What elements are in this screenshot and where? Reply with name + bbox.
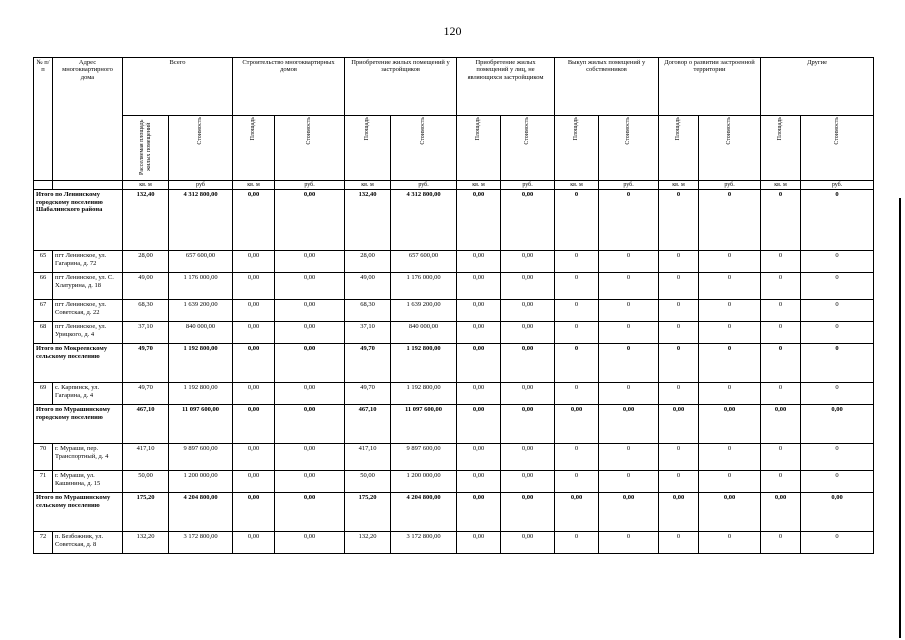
area-cell: 28,00 [123, 251, 169, 273]
area-cell: 0,00 [457, 383, 501, 405]
address-cell: пгт Ленинское, ул. Гагарина, д. 72 [53, 251, 123, 273]
cost-cell: 0 [599, 444, 659, 471]
area-cell: 0,00 [457, 532, 501, 554]
cost-cell: 9 897 600,00 [391, 444, 457, 471]
row-number: 72 [34, 532, 53, 554]
area-cell: 0,00 [233, 322, 275, 344]
area-cell: 0 [761, 190, 801, 251]
area-cell: 0 [761, 273, 801, 300]
cost-cell: 657 600,00 [391, 251, 457, 273]
table-row [34, 273, 874, 300]
area-cell: 0 [761, 471, 801, 493]
area-cell: 0,00 [555, 493, 599, 532]
area-cell: 132,20 [123, 532, 169, 554]
area-cell: 0 [659, 300, 699, 322]
area-cell: 132,40 [123, 190, 169, 251]
header-sub-row [34, 116, 874, 181]
cost-cell: 840 000,00 [391, 322, 457, 344]
cost-cell: 0,00 [275, 383, 345, 405]
cost-cell: 0,00 [501, 300, 555, 322]
unit-label: кв. м [659, 181, 699, 190]
cost-cell: 11 097 600,00 [391, 405, 457, 444]
cost-cell: 0 [801, 344, 874, 383]
page-edge-rule [899, 198, 901, 638]
area-cell: 0 [659, 344, 699, 383]
table-row [34, 322, 874, 344]
area-cell: 0,00 [233, 300, 275, 322]
area-cell: 467,10 [345, 405, 391, 444]
row-number: 71 [34, 471, 53, 493]
table-body [34, 190, 874, 554]
cost-cell: 1 192 800,00 [391, 383, 457, 405]
area-cell: 417,10 [345, 444, 391, 471]
cost-cell: 3 172 800,00 [169, 532, 233, 554]
cost-cell: 0 [599, 273, 659, 300]
area-cell: 175,20 [123, 493, 169, 532]
area-cell: 0,00 [761, 493, 801, 532]
area-cell: 0 [659, 251, 699, 273]
header-sub: Стоимость [699, 116, 761, 181]
header-units-row [34, 181, 874, 190]
cost-cell: 657 600,00 [169, 251, 233, 273]
table-row [34, 251, 874, 273]
cost-cell: 0 [699, 190, 761, 251]
table-row [34, 300, 874, 322]
cost-cell: 0 [801, 471, 874, 493]
header-sub: Стоимость [169, 116, 233, 181]
unit-label: руб. [275, 181, 345, 190]
cost-cell: 0 [599, 532, 659, 554]
unit-label: руб. [699, 181, 761, 190]
area-cell: 0,00 [457, 322, 501, 344]
summary-label: Итого по Мокреевскому сельскому поселению [34, 344, 123, 383]
address-cell: пгт Ленинское, ул. Советская, д. 22 [53, 300, 123, 322]
area-cell: 0 [555, 444, 599, 471]
cost-cell: 0,00 [501, 251, 555, 273]
area-cell: 0 [659, 471, 699, 493]
area-cell: 49,70 [345, 344, 391, 383]
row-number: 67 [34, 300, 53, 322]
cost-cell: 0,00 [275, 493, 345, 532]
area-cell: 0,00 [457, 344, 501, 383]
cost-cell: 0 [699, 383, 761, 405]
cost-cell: 0,00 [501, 190, 555, 251]
cost-cell: 0,00 [275, 444, 345, 471]
address-cell: пгт Ленинское, ул. Урицкого, д. 4 [53, 322, 123, 344]
summary-label: Итого по Мурашинскому городскому поселению [34, 405, 123, 444]
unit-label: руб. [599, 181, 659, 190]
cost-cell: 0 [801, 322, 874, 344]
area-cell: 132,40 [345, 190, 391, 251]
area-cell: 0 [555, 273, 599, 300]
header-number: № п/п [34, 58, 53, 181]
cost-cell: 1 192 800,00 [169, 383, 233, 405]
cost-cell: 3 172 800,00 [391, 532, 457, 554]
header-sub: Стоимость [599, 116, 659, 181]
cost-cell: 0 [801, 444, 874, 471]
cost-cell: 0 [801, 273, 874, 300]
cost-cell: 0,00 [501, 532, 555, 554]
area-cell: 49,70 [345, 383, 391, 405]
summary-row [34, 190, 874, 251]
area-cell: 0 [659, 444, 699, 471]
cost-cell: 1 176 000,00 [391, 273, 457, 300]
header-address: Адрес многоквартирного дома [53, 58, 123, 181]
header-sub: Площадь [457, 116, 501, 181]
area-cell: 0 [555, 300, 599, 322]
cost-cell: 0 [699, 444, 761, 471]
header-group: Всего [123, 58, 233, 116]
header-group: Выкуп жилых помещений у собственников [555, 58, 659, 116]
address-cell: г. Мураши, пер. Транспортный, д. 4 [53, 444, 123, 471]
table-row [34, 532, 874, 554]
area-cell: 0 [761, 322, 801, 344]
area-cell: 0,00 [457, 251, 501, 273]
header-group: Другие [761, 58, 874, 116]
cost-cell: 0,00 [801, 493, 874, 532]
area-cell: 0,00 [233, 251, 275, 273]
cost-cell: 0,00 [275, 471, 345, 493]
area-cell: 49,70 [123, 344, 169, 383]
cost-cell: 0,00 [275, 190, 345, 251]
area-cell: 49,00 [123, 273, 169, 300]
cost-cell: 0,00 [275, 300, 345, 322]
area-cell: 0 [659, 532, 699, 554]
cost-cell: 0,00 [501, 273, 555, 300]
unit-label: руб. [391, 181, 457, 190]
row-number: 69 [34, 383, 53, 405]
cost-cell: 0 [699, 322, 761, 344]
area-cell: 0 [659, 190, 699, 251]
area-cell: 0 [761, 532, 801, 554]
header-sub: Расселяемая площадь жилых помещений [123, 116, 169, 181]
header-sub: Стоимость [275, 116, 345, 181]
address-cell: пгт Ленинское, ул. С. Хлатурина, д. 18 [53, 273, 123, 300]
area-cell: 28,00 [345, 251, 391, 273]
area-cell: 0 [555, 383, 599, 405]
area-cell: 0 [761, 444, 801, 471]
area-cell: 0 [659, 273, 699, 300]
area-cell: 0,00 [457, 190, 501, 251]
area-cell: 0,00 [233, 383, 275, 405]
area-cell: 0 [555, 471, 599, 493]
area-cell: 68,30 [345, 300, 391, 322]
header-group: Договор о развитии застроенной территории [659, 58, 761, 116]
area-cell: 0 [555, 322, 599, 344]
cost-cell: 1 200 000,00 [169, 471, 233, 493]
cost-cell: 0,00 [501, 383, 555, 405]
area-cell: 49,00 [345, 273, 391, 300]
row-number: 68 [34, 322, 53, 344]
area-cell: 175,20 [345, 493, 391, 532]
cost-cell: 0,00 [599, 493, 659, 532]
cost-cell: 1 639 200,00 [169, 300, 233, 322]
unit-label: кв. м [457, 181, 501, 190]
area-cell: 0 [555, 344, 599, 383]
cost-cell: 11 097 600,00 [169, 405, 233, 444]
cost-cell: 0,00 [501, 322, 555, 344]
header-group-row [34, 58, 874, 116]
cost-cell: 0 [699, 532, 761, 554]
cost-cell: 0 [699, 344, 761, 383]
cost-cell: 4 204 800,00 [391, 493, 457, 532]
cost-cell: 0 [699, 251, 761, 273]
cost-cell: 0 [599, 322, 659, 344]
area-cell: 50,00 [345, 471, 391, 493]
cost-cell: 0,00 [501, 493, 555, 532]
header-sub: Площадь [659, 116, 699, 181]
area-cell: 0 [761, 300, 801, 322]
row-number: 70 [34, 444, 53, 471]
area-cell: 467,10 [123, 405, 169, 444]
header-sub: Стоимость [391, 116, 457, 181]
address-cell: п. Безбожник, ул. Советская, д. 8 [53, 532, 123, 554]
cost-cell: 0,00 [599, 405, 659, 444]
address-cell: г. Мураши, ул. Кашинина, д. 15 [53, 471, 123, 493]
area-cell: 417,10 [123, 444, 169, 471]
cost-cell: 0 [801, 251, 874, 273]
area-cell: 0,00 [457, 300, 501, 322]
area-cell: 68,30 [123, 300, 169, 322]
cost-cell: 0,00 [699, 493, 761, 532]
unit-label: кв. м [555, 181, 599, 190]
table-row [34, 444, 874, 471]
header-group: Строительство многоквартирных домов [233, 58, 345, 116]
cost-cell: 0,00 [275, 251, 345, 273]
area-cell: 0,00 [233, 344, 275, 383]
cost-cell: 0 [599, 251, 659, 273]
table-row [34, 471, 874, 493]
unit-label: кв. м [761, 181, 801, 190]
summary-row [34, 405, 874, 444]
header-group: Приобретение жилых помещений у лиц, не являющихся застройщиком [457, 58, 555, 116]
area-cell: 0 [761, 344, 801, 383]
area-cell: 37,10 [345, 322, 391, 344]
cost-cell: 0 [599, 471, 659, 493]
cost-cell: 0,00 [501, 444, 555, 471]
area-cell: 0 [761, 383, 801, 405]
cost-cell: 0 [801, 300, 874, 322]
table-row [34, 383, 874, 405]
area-cell: 0 [555, 532, 599, 554]
cost-cell: 0,00 [275, 273, 345, 300]
address-cell: с. Карпинск, ул. Гагарина, д. 4 [53, 383, 123, 405]
unit-label: кв. м [123, 181, 169, 190]
area-cell: 0,00 [233, 471, 275, 493]
header-group: Приобретение жилых помещений у застройщиков [345, 58, 457, 116]
area-cell: 0,00 [233, 273, 275, 300]
cost-cell: 1 176 000,00 [169, 273, 233, 300]
cost-cell: 9 897 600,00 [169, 444, 233, 471]
summary-row [34, 493, 874, 532]
header-sub: Площадь [555, 116, 599, 181]
summary-row [34, 344, 874, 383]
cost-cell: 0 [801, 532, 874, 554]
cost-cell: 840 000,00 [169, 322, 233, 344]
unit-label: руб [169, 181, 233, 190]
cost-cell: 0,00 [501, 344, 555, 383]
cost-cell: 0,00 [275, 405, 345, 444]
cost-cell: 0 [599, 300, 659, 322]
cost-cell: 0 [599, 383, 659, 405]
cost-cell: 1 200 000,00 [391, 471, 457, 493]
area-cell: 0 [555, 190, 599, 251]
cost-cell: 0,00 [275, 344, 345, 383]
cost-cell: 0,00 [699, 405, 761, 444]
unit-label: кв. м [345, 181, 391, 190]
area-cell: 37,10 [123, 322, 169, 344]
cost-cell: 1 639 200,00 [391, 300, 457, 322]
area-cell: 0,00 [233, 493, 275, 532]
area-cell: 49,70 [123, 383, 169, 405]
cost-cell: 0 [699, 300, 761, 322]
cost-cell: 4 204 800,00 [169, 493, 233, 532]
cost-cell: 0,00 [501, 471, 555, 493]
area-cell: 0,00 [457, 444, 501, 471]
cost-cell: 1 192 800,00 [391, 344, 457, 383]
unit-label: кв. м [233, 181, 275, 190]
area-cell: 0 [555, 251, 599, 273]
area-cell: 0 [659, 383, 699, 405]
cost-cell: 0 [801, 383, 874, 405]
header-sub: Площадь [761, 116, 801, 181]
header-sub: Стоимость [801, 116, 874, 181]
area-cell: 0,00 [457, 493, 501, 532]
area-cell: 0,00 [457, 471, 501, 493]
header-sub: Площадь [345, 116, 391, 181]
area-cell: 0,00 [233, 190, 275, 251]
cost-cell: 0,00 [801, 405, 874, 444]
cost-cell: 0 [699, 273, 761, 300]
area-cell: 0 [659, 322, 699, 344]
cost-cell: 0,00 [501, 405, 555, 444]
row-number: 66 [34, 273, 53, 300]
area-cell: 0 [761, 251, 801, 273]
area-cell: 0,00 [457, 273, 501, 300]
header-sub: Площадь [233, 116, 275, 181]
area-cell: 0,00 [233, 405, 275, 444]
cost-cell: 0 [599, 190, 659, 251]
area-cell: 0,00 [555, 405, 599, 444]
area-cell: 0,00 [659, 405, 699, 444]
cost-cell: 4 312 800,00 [169, 190, 233, 251]
cost-cell: 1 192 800,00 [169, 344, 233, 383]
area-cell: 0,00 [457, 405, 501, 444]
page-number: 120 [443, 24, 462, 38]
area-cell: 132,20 [345, 532, 391, 554]
resettlement-table [33, 57, 874, 554]
unit-label: руб. [801, 181, 874, 190]
area-cell: 0,00 [761, 405, 801, 444]
area-cell: 0,00 [233, 532, 275, 554]
area-cell: 0,00 [659, 493, 699, 532]
row-number: 65 [34, 251, 53, 273]
area-cell: 0,00 [233, 444, 275, 471]
unit-label: руб. [501, 181, 555, 190]
cost-cell: 0,00 [275, 322, 345, 344]
cost-cell: 0 [699, 471, 761, 493]
summary-label: Итого по Мурашинскому сельскому поселению [34, 493, 123, 532]
header-sub: Стоимость [501, 116, 555, 181]
cost-cell: 0,00 [275, 532, 345, 554]
cost-cell: 0 [801, 190, 874, 251]
cost-cell: 0 [599, 344, 659, 383]
cost-cell: 4 312 800,00 [391, 190, 457, 251]
summary-label: Итого по Ленинскому городскому поселению Шабалинского района [34, 190, 123, 251]
area-cell: 50,00 [123, 471, 169, 493]
